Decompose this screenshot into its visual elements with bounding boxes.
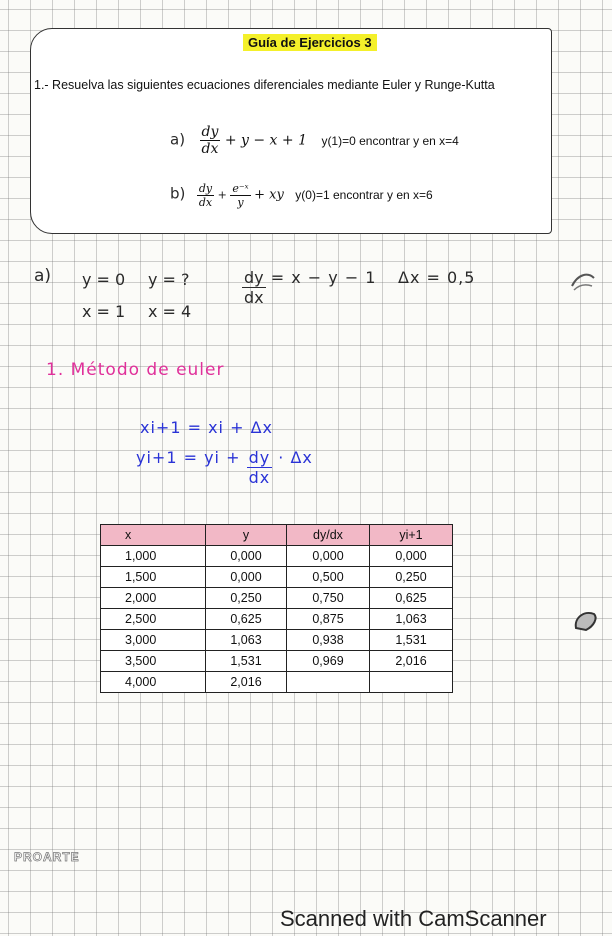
derivative-denominator: dx [244, 288, 264, 307]
table-cell: 4,000 [101, 672, 206, 693]
table-cell: 2,000 [101, 588, 206, 609]
equation-b: b) $\frac{dy}{dx}$ + $\frac{\text{e⁻ˣ}}{y}$ + xy y(0)=1 encontrar y en x=6 [170, 182, 433, 209]
table-cell: 1,531 [206, 651, 287, 672]
table-cell: 3,000 [101, 630, 206, 651]
target-y: y = ? [148, 270, 190, 289]
equation-b-numerator-2: e⁻ˣ [232, 182, 249, 195]
instruction-text: 1.- Resuelva las siguientes ecuaciones diferenciales mediante Euler y Runge-Kutta [34, 78, 495, 92]
equation-a-label: a) [170, 130, 186, 149]
table-cell: 1,063 [206, 630, 287, 651]
table-cell: 1,000 [101, 546, 206, 567]
table-cell: 2,500 [101, 609, 206, 630]
table-row [101, 609, 453, 630]
equation-a [170, 124, 459, 157]
formula-y-fraction [247, 448, 273, 487]
derivative-fraction [242, 268, 266, 307]
equation-b-denominator-1: dx [198, 196, 213, 209]
table-header-row [101, 525, 453, 546]
column-header-x: x [101, 525, 206, 546]
equation-a-numerator: dy [201, 124, 219, 140]
table-cell: 0,625 [206, 609, 287, 630]
formula-x: xi+1 = xi + Δx [140, 418, 273, 437]
equation-b-numerator-1: dy [198, 182, 213, 195]
table-cell: 0,938 [287, 630, 370, 651]
formula-y-numerator: dy [248, 448, 271, 467]
table-cell: 0,000 [206, 567, 287, 588]
table-row [101, 672, 453, 693]
table-cell: 0,250 [370, 567, 453, 588]
table-cell: 0,875 [287, 609, 370, 630]
table-cell: 3,500 [101, 651, 206, 672]
equation-b-derivative [197, 182, 214, 209]
table-cell: 0,000 [287, 546, 370, 567]
page-title: Guía de Ejercicios 3 [243, 34, 377, 51]
table-cell: 2,016 [206, 672, 287, 693]
table-cell [370, 672, 453, 693]
equation-b-condition: y(0)=1 encontrar y en x=6 [295, 187, 433, 202]
table-cell: 2,016 [370, 651, 453, 672]
table-row [101, 546, 453, 567]
step-size: Δx = 0,5 [398, 268, 476, 287]
scanner-watermark: Scanned with CamScanner [280, 906, 547, 931]
initial-y: y = 0 [82, 270, 126, 289]
equation-a-derivative [200, 124, 221, 157]
equation-a-denominator: dx [201, 141, 219, 157]
table-cell: 0,000 [206, 546, 287, 567]
table-cell: 1,531 [370, 630, 453, 651]
initial-x: x = 1 [82, 302, 126, 321]
equation-a-condition: y(1)=0 encontrar y en x=4 [321, 133, 459, 148]
table-cell: 0,500 [287, 567, 370, 588]
euler-results-table [100, 524, 453, 693]
equation-b-exp-fraction [230, 182, 250, 209]
formula-y-denominator: dx [248, 468, 271, 487]
formula-y-rhs: · Δx [278, 448, 313, 467]
column-header-yi1: yi+1 [370, 525, 453, 546]
table-row [101, 567, 453, 588]
formula-y-lhs: yi+1 = yi + [136, 448, 241, 467]
table-cell: 0,250 [206, 588, 287, 609]
equation-b-denominator-2: y [237, 196, 244, 209]
table-cell [287, 672, 370, 693]
equation-b-label: b) [170, 184, 186, 203]
table-row [101, 588, 453, 609]
hand-doodle-icon [570, 606, 600, 636]
table-cell: 0,750 [287, 588, 370, 609]
equation-a-rest: + y − x + 1 [224, 132, 307, 149]
method-heading: 1. Método de euler [46, 360, 225, 380]
derivative-equation [242, 268, 376, 307]
notebook-brand-logo: PROARTE [14, 850, 80, 864]
table-cell: 0,969 [287, 651, 370, 672]
equation-b-rest: + xy [254, 187, 284, 203]
part-a-label: a) [34, 266, 52, 286]
table-cell: 1,063 [370, 609, 453, 630]
table-row [101, 630, 453, 651]
table-cell: 0,000 [370, 546, 453, 567]
table-row [101, 651, 453, 672]
formula-y [136, 448, 313, 487]
table-cell: 0,625 [370, 588, 453, 609]
derivative-rhs: = x − y − 1 [270, 268, 377, 287]
target-x: x = 4 [148, 302, 192, 321]
table-cell: 1,500 [101, 567, 206, 588]
derivative-numerator: dy [244, 268, 264, 287]
pen-doodle-icon [568, 270, 598, 296]
column-header-dydx: dy/dx [287, 525, 370, 546]
column-header-y: y [206, 525, 287, 546]
